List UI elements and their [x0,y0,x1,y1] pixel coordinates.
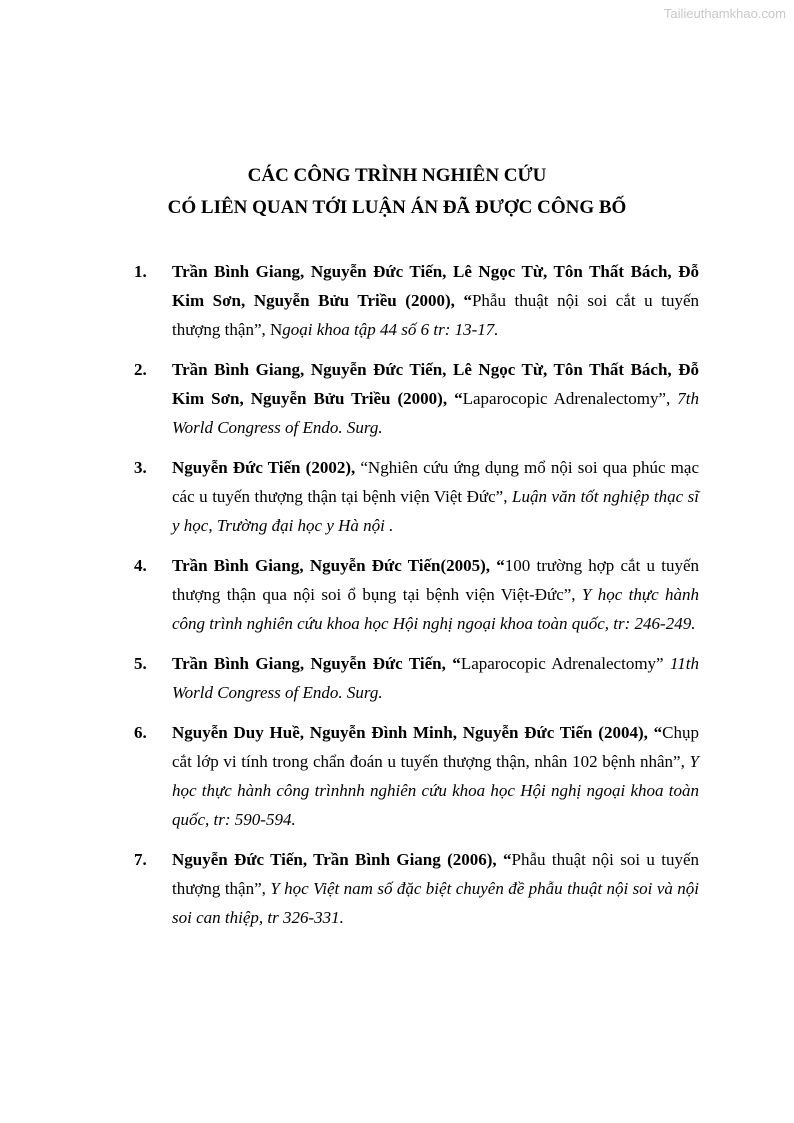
item-source: Y học Việt nam số đặc biệt chuyên đề phẫu thuật nội soi và nội soi can thiệp, tr 326-331. [172,879,699,927]
item-number: 6. [134,723,147,742]
item-open-quote: “ [447,389,463,408]
heading-block [0,160,794,224]
publication-item [0,257,794,344]
publication-item [0,355,794,442]
item-title: “Nghiên cứu ứng dụng mổ nội soi qua phúc mạc các u tuyến thượng thận tại bệnh viện Việt Đức”, [172,458,699,506]
item-authors: Nguyễn Đức Tiến, Trần Bình Giang (2006), [172,850,497,869]
item-number: 5. [134,654,147,673]
item-title: Laparocopic Adrenalectomy” [460,654,671,673]
item-title: Phẫu thuật nội soi u tuyến thượng thận”, [172,850,700,898]
item-open-quote: “ [496,850,512,869]
item-title: Phẫu thuật nội soi cắt u tuyến thượng thận”, N [172,291,700,339]
item-source: Y học thực hành công trình nghiên cứu khoa học Hội nghị ngoại khoa toàn quốc, tr: 246-249. [172,585,699,633]
item-source: Y học thực hành công trìnhnh nghiên cứu khoa học Hội nghị ngoại khoa toàn quốc, tr: 590-594. [172,752,699,829]
item-authors: Trần Bình Giang, Nguyễn Đức Tiến, [172,654,446,673]
publication-item [0,649,794,707]
item-title: Chụp cắt lớp vi tính trong chẩn đoán u tuyến thượng thận, nhân 102 bệnh nhân”, [172,723,700,771]
item-number: 1. [134,262,147,281]
item-number: 2. [134,360,147,379]
publication-item [0,718,794,834]
publication-item [0,453,794,540]
item-open-quote: “ [490,556,505,575]
item-authors: Nguyễn Đức Tiến (2002), [172,458,356,477]
page-title-line-2: CÓ LIÊN QUAN TỚI LUẬN ÁN ĐÃ ĐƯỢC CÔNG BỐ [167,197,627,218]
item-number: 7. [134,850,147,869]
page-title-line-1: CÁC CÔNG TRÌNH NGHIÊN CỨU [247,165,547,186]
item-source: Luận văn tốt nghiệp thạc sĩ y học, Trường đại học y Hà nội . [172,487,699,535]
publication-list [0,257,794,943]
publication-item [0,551,794,638]
item-authors: Trần Bình Giang, Nguyễn Đức Tiến(2005), [172,556,491,575]
item-open-quote: “ [647,723,663,742]
item-source: 11th World Congress of Endo. Surg. [172,654,700,702]
item-authors: Trần Bình Giang, Nguyễn Đức Tiến, Lê Ngọc Từ, Tôn Thất Bách, Đỗ Kim Sơn, Nguyễn Bửu Triều (2000), [172,360,699,408]
item-source: 7th World Congress of Endo. Surg. [172,389,699,437]
item-open-quote: “ [445,654,461,673]
item-authors: Trần Bình Giang, Nguyễn Đức Tiến, Lê Ngọc Từ, Tôn Thất Bách, Đỗ Kim Sơn, Nguyễn Bửu Triều (2000), [172,262,699,310]
item-number: 3. [134,458,147,477]
item-title: 100 trường hợp cắt u tuyến thượng thận qua nội soi ổ bụng tại bệnh viện Việt-Đức”, [172,556,699,604]
item-source: goại khoa tập 44 số 6 tr: 13-17. [282,320,499,339]
item-title: Laparocopic Adrenalectomy”, [462,389,678,408]
publication-item [0,845,794,932]
item-authors: Nguyễn Duy Huề, Nguyễn Đình Minh, Nguyễn Đức Tiến (2004), [172,723,648,742]
watermark: Tailieuthamkhao.com [663,6,786,21]
item-open-quote: “ [454,291,472,310]
item-number: 4. [134,556,147,575]
